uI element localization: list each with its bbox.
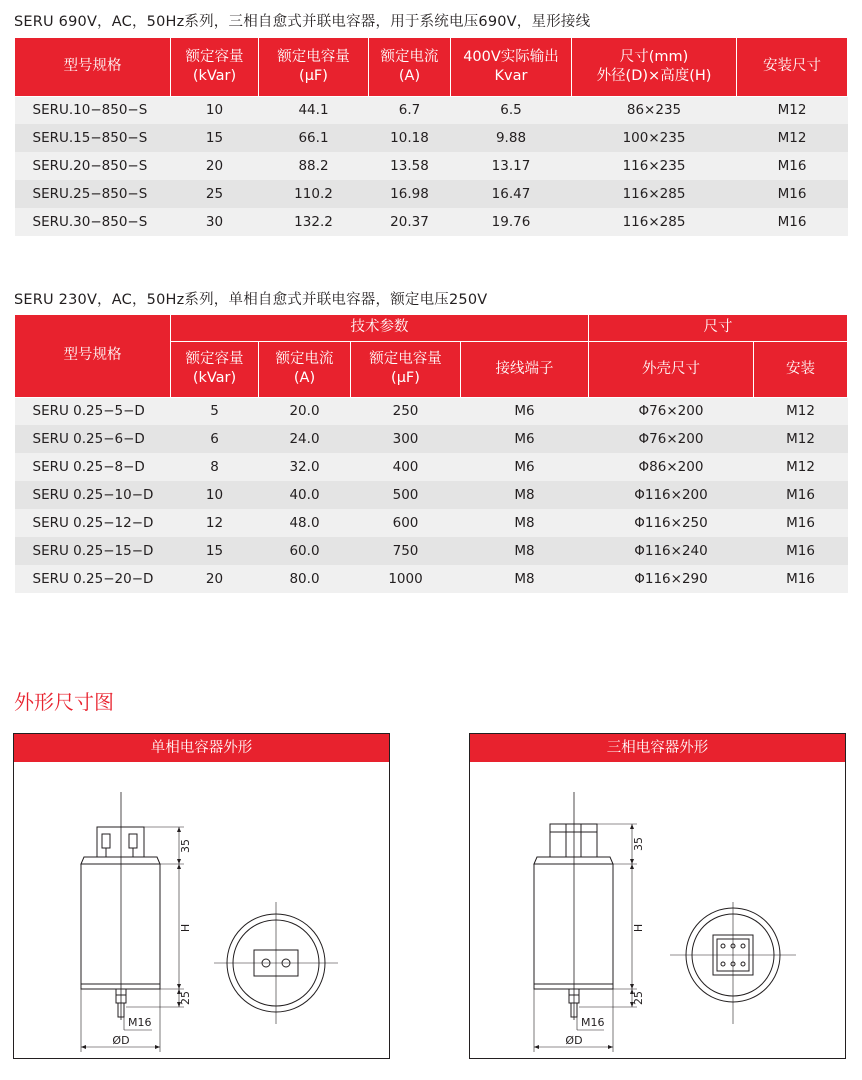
table1-cell: 20.37 bbox=[369, 208, 451, 236]
table2-cell: Φ116×250 bbox=[589, 509, 754, 537]
three-phase-panel bbox=[469, 733, 846, 1059]
table2-header-housing: 外壳尺寸 bbox=[589, 341, 754, 397]
table1-caption: SERU 690V，AC，50Hz系列，三相自愈式并联电容器，用于系统电压690V，星形接线 bbox=[14, 14, 591, 30]
table2-header-capacity: 额定容量 (kVar) bbox=[171, 341, 259, 397]
table1-cell-model: SERU.30−850−S bbox=[15, 208, 171, 236]
dim-thread-m16: M16 bbox=[581, 1016, 605, 1029]
dim-height-h: H bbox=[179, 923, 192, 933]
table1-cell: 116×235 bbox=[572, 152, 737, 180]
dim-height-h: H bbox=[632, 923, 645, 933]
table2-cell: 1000 bbox=[351, 565, 461, 593]
table2-cell: 40.0 bbox=[259, 481, 351, 509]
table1-cell-model: SERU.20−850−S bbox=[15, 152, 171, 180]
table2-group-row bbox=[15, 315, 848, 341]
table1-cell: 132.2 bbox=[259, 208, 369, 236]
table1-header-model: 型号规格 bbox=[15, 38, 171, 96]
table1-cell: 86×235 bbox=[572, 96, 737, 124]
table1 bbox=[14, 38, 848, 236]
table1-cell: M16 bbox=[737, 152, 848, 180]
table2-cell: M6 bbox=[461, 425, 589, 453]
table1-cell-model: SERU.15−850−S bbox=[15, 124, 171, 152]
table2-cell-model: SERU 0.25−6−D bbox=[15, 425, 171, 453]
table2-cell: M6 bbox=[461, 453, 589, 481]
table2-cell: M8 bbox=[461, 509, 589, 537]
top-cap bbox=[534, 857, 613, 864]
table2-cell: Φ76×200 bbox=[589, 397, 754, 425]
table2-caption: SERU 230V，AC，50Hz系列，单相自愈式并联电容器，额定电压250V bbox=[14, 292, 488, 308]
table2-cell: 60.0 bbox=[259, 537, 351, 565]
table1-cell: 30 bbox=[171, 208, 259, 236]
table2-header-capacitance: 额定电容量 (μF) bbox=[351, 341, 461, 397]
table2-cell-model: SERU 0.25−5−D bbox=[15, 397, 171, 425]
single-phase-panel-title: 单相电容器外形 bbox=[14, 734, 389, 762]
table2-cell-model: SERU 0.25−8−D bbox=[15, 453, 171, 481]
table2-cell: 300 bbox=[351, 425, 461, 453]
table2-cell-model: SERU 0.25−12−D bbox=[15, 509, 171, 537]
table1-cell: 116×285 bbox=[572, 208, 737, 236]
table2-cell: M16 bbox=[754, 509, 848, 537]
table2-cell: M12 bbox=[754, 453, 848, 481]
table2-cell: M16 bbox=[754, 481, 848, 509]
table2-cell: Φ116×200 bbox=[589, 481, 754, 509]
table1-header-output-400v: 400V实际输出 Kvar bbox=[451, 38, 572, 96]
table-row bbox=[15, 96, 848, 124]
table2-cell: 8 bbox=[171, 453, 259, 481]
section-title: 外形尺寸图 bbox=[14, 690, 114, 714]
table-row bbox=[15, 208, 848, 236]
table1-cell: 10.18 bbox=[369, 124, 451, 152]
dim-diameter: ØD bbox=[112, 1034, 130, 1047]
table2-cell-model: SERU 0.25−10−D bbox=[15, 481, 171, 509]
table-row bbox=[15, 453, 848, 481]
dim-top-35: 35 bbox=[632, 837, 645, 851]
table1-cell: 13.58 bbox=[369, 152, 451, 180]
table1-cell: 13.17 bbox=[451, 152, 572, 180]
table2 bbox=[14, 315, 848, 593]
table2-cell: M12 bbox=[754, 397, 848, 425]
dim-diameter: ØD bbox=[565, 1034, 583, 1047]
table2-group-tech: 技术参数 bbox=[171, 315, 589, 341]
table-row bbox=[15, 124, 848, 152]
table1-cell: 110.2 bbox=[259, 180, 369, 208]
table2-cell: 80.0 bbox=[259, 565, 351, 593]
table1-cell: 100×235 bbox=[572, 124, 737, 152]
table-row bbox=[15, 152, 848, 180]
table1-cell: 10 bbox=[171, 96, 259, 124]
table2-cell-model: SERU 0.25−15−D bbox=[15, 537, 171, 565]
table-row bbox=[15, 509, 848, 537]
table2-header-current: 额定电流 (A) bbox=[259, 341, 351, 397]
table2-cell: Φ116×290 bbox=[589, 565, 754, 593]
capacitor-body bbox=[81, 864, 160, 989]
terminal-block bbox=[550, 824, 597, 857]
table2-cell: M8 bbox=[461, 537, 589, 565]
table2-cell: 10 bbox=[171, 481, 259, 509]
table1-cell: 88.2 bbox=[259, 152, 369, 180]
table1-header-size: 尺寸(mm) 外径(D)×高度(H) bbox=[572, 38, 737, 96]
table1-cell: 25 bbox=[171, 180, 259, 208]
table2-cell: 5 bbox=[171, 397, 259, 425]
table1-cell-model: SERU.10−850−S bbox=[15, 96, 171, 124]
table2-cell: M8 bbox=[461, 481, 589, 509]
three-phase-drawing bbox=[470, 762, 845, 1058]
table2-cell: 600 bbox=[351, 509, 461, 537]
table2-header-terminal: 接线端子 bbox=[461, 341, 589, 397]
table1-cell: M16 bbox=[737, 180, 848, 208]
table1-cell: 6.5 bbox=[451, 96, 572, 124]
table1-cell: 66.1 bbox=[259, 124, 369, 152]
table2-cell: Φ76×200 bbox=[589, 425, 754, 453]
table2-cell: M16 bbox=[754, 537, 848, 565]
table2-cell: 20 bbox=[171, 565, 259, 593]
dim-bottom-25: 25 bbox=[179, 991, 192, 1005]
dim-bottom-25: 25 bbox=[632, 991, 645, 1005]
table2-cell: 500 bbox=[351, 481, 461, 509]
top-cap bbox=[81, 857, 160, 864]
dim-top-35: 35 bbox=[179, 839, 192, 853]
table1-cell: 19.76 bbox=[451, 208, 572, 236]
table2-cell: M6 bbox=[461, 397, 589, 425]
table-row bbox=[15, 180, 848, 208]
table1-cell: 116×285 bbox=[572, 180, 737, 208]
table1-header-capacity: 额定容量 (kVar) bbox=[171, 38, 259, 96]
table2-cell: 20.0 bbox=[259, 397, 351, 425]
table-row bbox=[15, 565, 848, 593]
table2-cell: Φ86×200 bbox=[589, 453, 754, 481]
table2-cell: 12 bbox=[171, 509, 259, 537]
dim-thread-m16: M16 bbox=[128, 1016, 152, 1029]
table2-cell: 400 bbox=[351, 453, 461, 481]
table1-cell: 15 bbox=[171, 124, 259, 152]
table1-cell: 9.88 bbox=[451, 124, 572, 152]
table2-cell: 750 bbox=[351, 537, 461, 565]
table2-header-mount: 安装 bbox=[754, 341, 848, 397]
capacitor-body bbox=[534, 864, 613, 989]
table1-header-row bbox=[15, 38, 848, 96]
table2-cell: M12 bbox=[754, 425, 848, 453]
table2-cell: 6 bbox=[171, 425, 259, 453]
table1-cell-model: SERU.25−850−S bbox=[15, 180, 171, 208]
table1-header-capacitance: 额定电容量 (μF) bbox=[259, 38, 369, 96]
table2-cell: M8 bbox=[461, 565, 589, 593]
table2-cell: 48.0 bbox=[259, 509, 351, 537]
table-row bbox=[15, 397, 848, 425]
table2-cell: 250 bbox=[351, 397, 461, 425]
table2-cell: Φ116×240 bbox=[589, 537, 754, 565]
table-row bbox=[15, 425, 848, 453]
table1-cell: M12 bbox=[737, 96, 848, 124]
single-phase-drawing bbox=[14, 762, 389, 1058]
table1-cell: 6.7 bbox=[369, 96, 451, 124]
table2-cell: 32.0 bbox=[259, 453, 351, 481]
table1-cell: 44.1 bbox=[259, 96, 369, 124]
table2-cell: 15 bbox=[171, 537, 259, 565]
table1-cell: 16.98 bbox=[369, 180, 451, 208]
table1-header-mount: 安装尺寸 bbox=[737, 38, 848, 96]
table-row bbox=[15, 537, 848, 565]
three-phase-panel-title: 三相电容器外形 bbox=[470, 734, 845, 762]
table-row bbox=[15, 481, 848, 509]
table1-cell: 16.47 bbox=[451, 180, 572, 208]
table2-header-model: 型号规格 bbox=[15, 315, 171, 397]
table1-header-current: 额定电流 (A) bbox=[369, 38, 451, 96]
table2-cell: M16 bbox=[754, 565, 848, 593]
table1-cell: 20 bbox=[171, 152, 259, 180]
table1-cell: M12 bbox=[737, 124, 848, 152]
table2-cell: 24.0 bbox=[259, 425, 351, 453]
table2-cell-model: SERU 0.25−20−D bbox=[15, 565, 171, 593]
table1-cell: M16 bbox=[737, 208, 848, 236]
single-phase-panel bbox=[13, 733, 390, 1059]
table2-group-size: 尺寸 bbox=[589, 315, 848, 341]
